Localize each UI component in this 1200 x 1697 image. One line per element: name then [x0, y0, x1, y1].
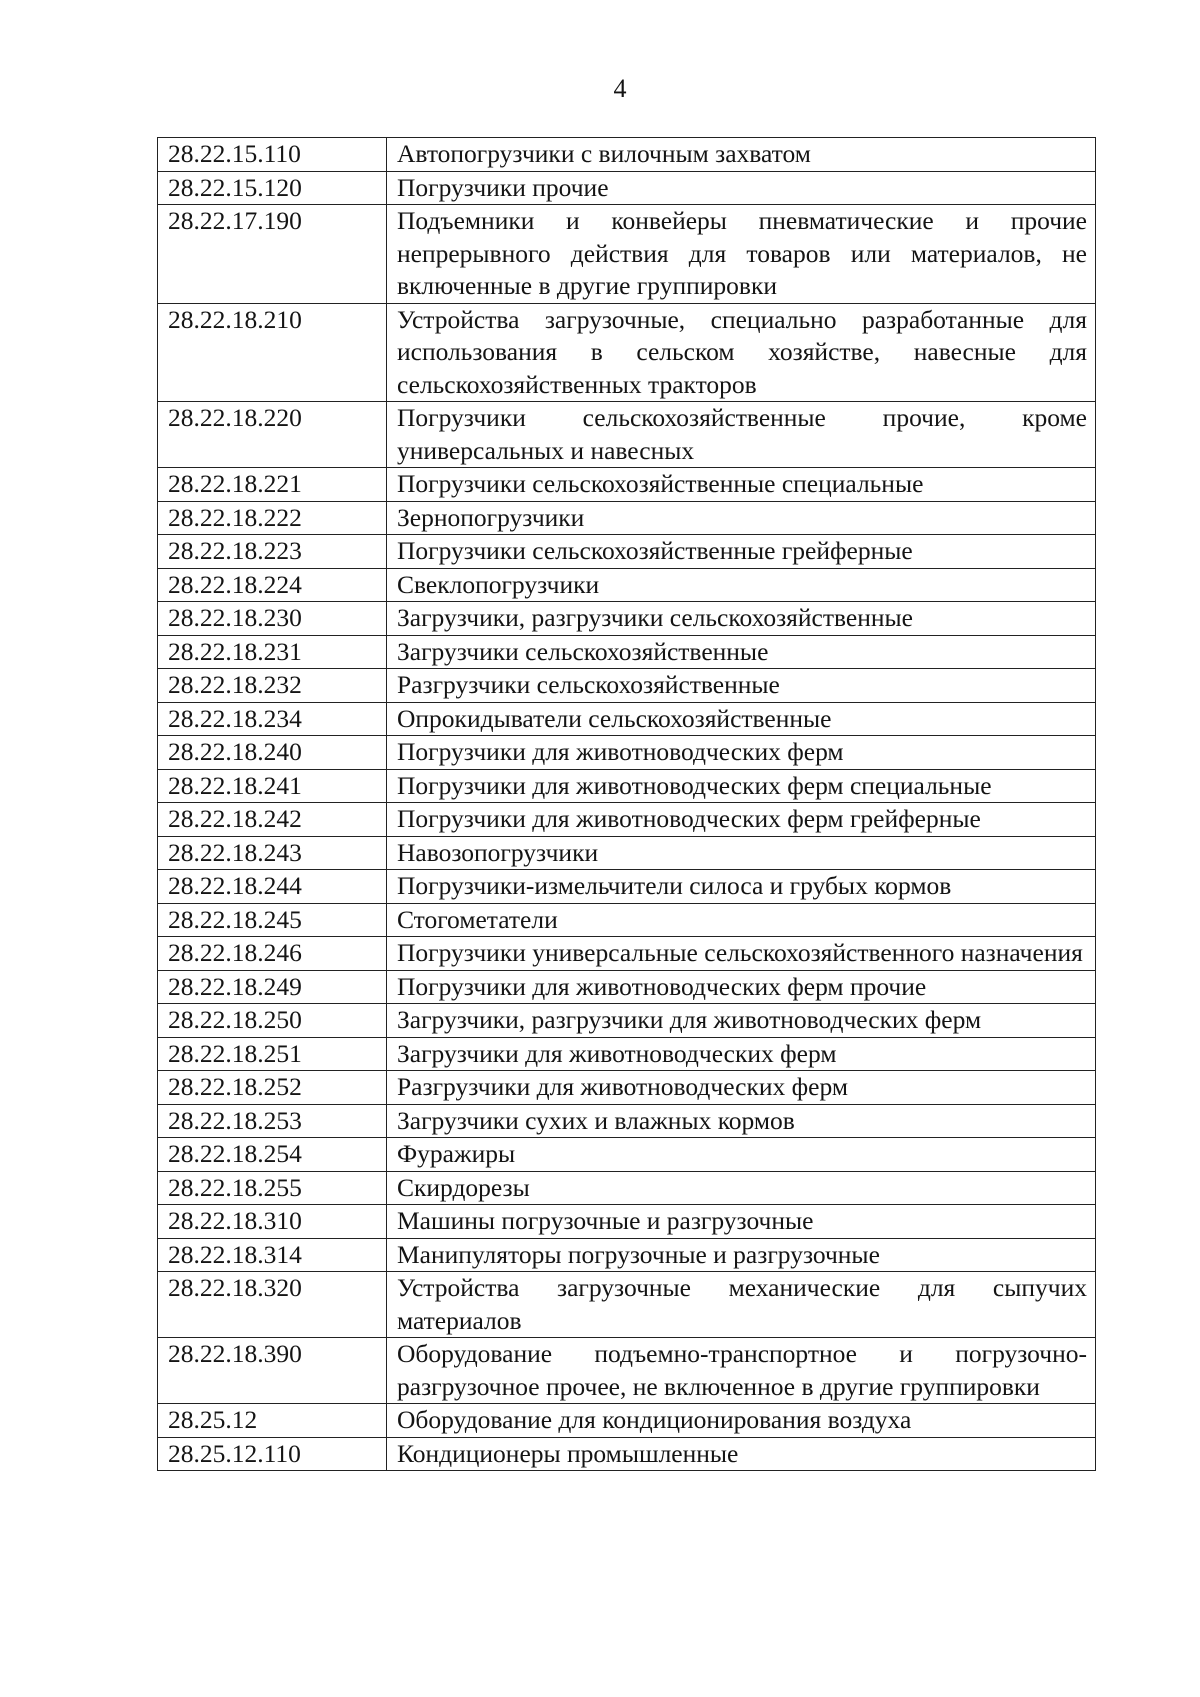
code-cell: 28.22.17.190 — [158, 205, 387, 304]
table-row — [158, 138, 1096, 172]
table-row — [158, 970, 1096, 1004]
table-row — [158, 769, 1096, 803]
code-cell: 28.22.15.120 — [158, 171, 387, 205]
code-cell: 28.22.15.110 — [158, 138, 387, 172]
table-row — [158, 1338, 1096, 1404]
table-row — [158, 1437, 1096, 1471]
name-cell: Погрузчики для животноводческих ферм — [387, 736, 1096, 770]
code-cell: 28.22.18.210 — [158, 303, 387, 402]
code-cell: 28.22.18.234 — [158, 702, 387, 736]
code-cell: 28.22.18.244 — [158, 870, 387, 904]
name-cell: Погрузчики-измельчители силоса и грубых кормов — [387, 870, 1096, 904]
code-cell: 28.22.18.231 — [158, 635, 387, 669]
code-cell: 28.22.18.220 — [158, 402, 387, 468]
name-cell: Манипуляторы погрузочные и разгрузочные — [387, 1238, 1096, 1272]
page-number: 4 — [613, 74, 627, 103]
table-row — [158, 937, 1096, 971]
name-cell: Опрокидыватели сельскохозяйственные — [387, 702, 1096, 736]
code-cell: 28.22.18.390 — [158, 1338, 387, 1404]
table-row — [158, 1104, 1096, 1138]
table-row — [158, 1404, 1096, 1438]
table-row — [158, 303, 1096, 402]
table-row — [158, 501, 1096, 535]
name-cell: Устройства загрузочные, специально разработанные для использования в сельском хозяйстве, навесные для сельскохозяйственных тракторов — [387, 303, 1096, 402]
name-cell: Скирдорезы — [387, 1171, 1096, 1205]
classification-table — [157, 137, 1096, 1471]
table-body — [158, 138, 1096, 1471]
name-cell: Автопогрузчики с вилочным захватом — [387, 138, 1096, 172]
code-cell: 28.22.18.222 — [158, 501, 387, 535]
name-cell: Загрузчики для животноводческих ферм — [387, 1037, 1096, 1071]
code-cell: 28.22.18.249 — [158, 970, 387, 1004]
name-cell: Оборудование для кондиционирования воздуха — [387, 1404, 1096, 1438]
code-cell: 28.25.12.110 — [158, 1437, 387, 1471]
name-cell: Погрузчики сельскохозяйственные прочие, кроме универсальных и навесных — [387, 402, 1096, 468]
table-row — [158, 702, 1096, 736]
name-cell: Загрузчики сухих и влажных кормов — [387, 1104, 1096, 1138]
name-cell: Погрузчики сельскохозяйственные грейферные — [387, 535, 1096, 569]
table-row — [158, 1037, 1096, 1071]
name-cell: Погрузчики универсальные сельскохозяйственного назначения — [387, 937, 1096, 971]
code-cell: 28.22.18.230 — [158, 602, 387, 636]
name-cell: Кондиционеры промышленные — [387, 1437, 1096, 1471]
code-cell: 28.22.18.314 — [158, 1238, 387, 1272]
name-cell: Разгрузчики сельскохозяйственные — [387, 669, 1096, 703]
code-cell: 28.22.18.251 — [158, 1037, 387, 1071]
name-cell: Свеклопогрузчики — [387, 568, 1096, 602]
name-cell: Оборудование подъемно-транспортное и погрузочно-разгрузочное прочее, не включенное в другие группировки — [387, 1338, 1096, 1404]
table-row — [158, 602, 1096, 636]
table-row — [158, 1004, 1096, 1038]
table-row — [158, 1272, 1096, 1338]
code-cell: 28.22.18.242 — [158, 803, 387, 837]
name-cell: Подъемники и конвейеры пневматические и прочие непрерывного действия для товаров или материалов, не включенные в другие группировки — [387, 205, 1096, 304]
table-row — [158, 1071, 1096, 1105]
table-row — [158, 468, 1096, 502]
table-row — [158, 205, 1096, 304]
name-cell: Навозопогрузчики — [387, 836, 1096, 870]
name-cell: Погрузчики для животноводческих ферм грейферные — [387, 803, 1096, 837]
name-cell: Загрузчики сельскохозяйственные — [387, 635, 1096, 669]
table-row — [158, 836, 1096, 870]
code-cell: 28.22.18.241 — [158, 769, 387, 803]
name-cell: Стогометатели — [387, 903, 1096, 937]
code-cell: 28.22.18.240 — [158, 736, 387, 770]
code-cell: 28.22.18.250 — [158, 1004, 387, 1038]
code-cell: 28.22.18.245 — [158, 903, 387, 937]
code-cell: 28.22.18.320 — [158, 1272, 387, 1338]
name-cell: Фуражиры — [387, 1138, 1096, 1172]
name-cell: Устройства загрузочные механические для сыпучих материалов — [387, 1272, 1096, 1338]
table-row — [158, 669, 1096, 703]
name-cell: Загрузчики, разгрузчики для животноводческих ферм — [387, 1004, 1096, 1038]
table-row — [158, 903, 1096, 937]
table-row — [158, 402, 1096, 468]
code-cell: 28.22.18.255 — [158, 1171, 387, 1205]
table-row — [158, 535, 1096, 569]
code-cell: 28.25.12 — [158, 1404, 387, 1438]
code-cell: 28.22.18.232 — [158, 669, 387, 703]
table-row — [158, 1138, 1096, 1172]
table-row — [158, 870, 1096, 904]
code-cell: 28.22.18.252 — [158, 1071, 387, 1105]
code-cell: 28.22.18.223 — [158, 535, 387, 569]
table-row — [158, 568, 1096, 602]
table-row — [158, 736, 1096, 770]
name-cell: Разгрузчики для животноводческих ферм — [387, 1071, 1096, 1105]
table-row — [158, 635, 1096, 669]
code-cell: 28.22.18.253 — [158, 1104, 387, 1138]
code-cell: 28.22.18.246 — [158, 937, 387, 971]
name-cell: Загрузчики, разгрузчики сельскохозяйственные — [387, 602, 1096, 636]
table-row — [158, 1205, 1096, 1239]
table-row — [158, 1171, 1096, 1205]
table-row — [158, 171, 1096, 205]
table-row — [158, 1238, 1096, 1272]
name-cell: Погрузчики сельскохозяйственные специальные — [387, 468, 1096, 502]
name-cell: Машины погрузочные и разгрузочные — [387, 1205, 1096, 1239]
name-cell: Зернопогрузчики — [387, 501, 1096, 535]
code-cell: 28.22.18.243 — [158, 836, 387, 870]
code-cell: 28.22.18.221 — [158, 468, 387, 502]
code-cell: 28.22.18.254 — [158, 1138, 387, 1172]
name-cell: Погрузчики для животноводческих ферм специальные — [387, 769, 1096, 803]
name-cell: Погрузчики прочие — [387, 171, 1096, 205]
code-cell: 28.22.18.310 — [158, 1205, 387, 1239]
name-cell: Погрузчики для животноводческих ферм прочие — [387, 970, 1096, 1004]
code-cell: 28.22.18.224 — [158, 568, 387, 602]
table-row — [158, 803, 1096, 837]
